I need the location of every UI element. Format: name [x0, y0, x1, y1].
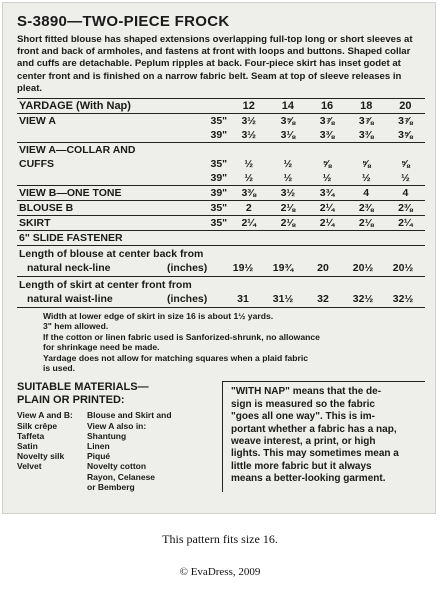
length-cell: 19½ — [232, 262, 254, 275]
list-item: Shantung — [87, 430, 127, 441]
with-nap-note — [222, 381, 425, 492]
size-header: 16 — [307, 99, 346, 114]
yardage-cell: ½ — [401, 172, 410, 185]
list-item: Taffeta — [17, 430, 45, 441]
table-row — [17, 143, 425, 158]
yardage-cell: ⅝ — [361, 158, 371, 171]
yardage-cell: ½ — [322, 172, 332, 185]
yardage-cell: ⅝ — [401, 158, 410, 171]
table-row — [17, 128, 425, 143]
section-label: BLOUSE B — [17, 201, 197, 216]
yardage-cell: 3⅝ — [398, 129, 413, 142]
list-item: Novelty silk — [17, 451, 65, 462]
length-cell: 32 — [317, 293, 329, 306]
list-item: or Bemberg — [87, 481, 135, 492]
yardage-cell: 2⅛ — [268, 216, 307, 231]
note-line: little more fabric but it always — [231, 460, 372, 472]
note-line: "WITH NAP" means that the de- — [231, 386, 382, 398]
section-label: VIEW A—COLLAR AND — [17, 143, 197, 158]
blouse-length-block — [17, 246, 425, 277]
section-label: CUFFS — [19, 158, 54, 171]
table-row — [17, 114, 425, 129]
list-item: Rayon, Celanese — [87, 471, 156, 482]
yardage-cell: ½ — [283, 158, 293, 171]
fabric-width: 35" — [197, 216, 230, 231]
note-line: sign is measured so the fabric — [231, 398, 375, 410]
yardage-cell: 2¼ — [307, 216, 346, 231]
note-line: 3" hem allowed. — [43, 321, 109, 332]
yardage-cell: ½ — [283, 172, 293, 185]
note-line: If the cotton or linen fabric used is Sanforized-shrunk, no allowance — [43, 331, 320, 342]
note-line: "goes all one way". This is im- — [231, 411, 375, 423]
yardage-cell: 2⅜ — [347, 201, 386, 216]
materials-heading: SUITABLE MATERIALS— — [17, 381, 149, 394]
yardage-cell: 2⅛ — [268, 201, 307, 216]
length-label: Length of skirt at center front from — [19, 279, 192, 292]
materials-list-views — [17, 410, 87, 492]
yardage-cell: 3⅞ — [319, 115, 335, 128]
length-label: Length of blouse at center back from — [19, 248, 204, 261]
size-header: 20 — [386, 99, 425, 114]
yardage-notes — [17, 308, 425, 373]
length-cell: 31½ — [272, 293, 294, 306]
yardage-cell: 3⅞ — [398, 115, 413, 128]
length-cell: 20 — [317, 262, 329, 275]
length-unit: (inches) — [167, 293, 208, 306]
yardage-cell: 3½ — [268, 186, 307, 201]
list-item: Novelty cotton — [87, 461, 147, 472]
fit-caption: This pattern fits size 16. — [162, 532, 278, 546]
list-item: Velvet — [17, 461, 42, 472]
note-line: is used. — [43, 363, 75, 374]
note-line: weave interest, a print, or high — [231, 436, 376, 448]
yardage-cell: 2⅛ — [347, 216, 386, 231]
yardage-cell: 3⅛ — [280, 129, 296, 142]
list-item: Linen — [87, 441, 110, 452]
table-row — [17, 201, 425, 216]
copyright-caption: © EvaDress, 2009 — [179, 566, 261, 578]
yardage-cell: 3⅜ — [229, 186, 268, 201]
yardage-cell: 2¼ — [229, 216, 268, 231]
fabric-width: 35" — [197, 201, 230, 216]
size-header: 18 — [347, 99, 386, 114]
yardage-header-row — [17, 99, 425, 114]
list-item: Silk crêpe — [17, 420, 58, 431]
length-cell: 32½ — [392, 293, 414, 306]
yardage-header: YARDAGE (With Nap) — [17, 99, 197, 114]
materials-subheading: View A also in: — [87, 420, 147, 431]
yardage-cell: ½ — [244, 158, 254, 171]
yardage-cell: 3½ — [241, 129, 257, 142]
table-row — [17, 186, 425, 201]
materials-list-blouse-skirt — [87, 410, 222, 492]
length-label: natural waist-line — [27, 293, 113, 306]
note-line: portant whether a fabric has a nap, — [231, 423, 397, 435]
yardage-cell: 2¼ — [307, 201, 346, 216]
yardage-cell: 2⅜ — [386, 201, 425, 216]
skirt-length-block — [17, 277, 425, 308]
length-cell: 32½ — [352, 293, 374, 306]
yardage-cell: 3⅝ — [280, 115, 296, 128]
yardage-cell: 3½ — [241, 115, 257, 128]
note-line: Width at lower edge of skirt in size 16 is about 1½ yards. — [43, 311, 274, 322]
note-line: lights. This may sometimes mean a — [231, 448, 399, 460]
fabric-width: 39" — [197, 186, 230, 201]
yardage-cell: 2¼ — [386, 216, 425, 231]
yardage-cell: 4 — [386, 186, 425, 201]
yardage-cell: ⅝ — [322, 158, 332, 171]
size-header: 12 — [229, 99, 268, 114]
length-cell: 20½ — [392, 262, 414, 275]
length-label: natural neck-line — [27, 262, 111, 275]
list-item: Satin — [17, 441, 38, 452]
table-row — [17, 171, 425, 186]
length-cell: 20½ — [352, 262, 374, 275]
length-cell: 19¾ — [272, 262, 294, 275]
note-line: means a better-looking garment. — [231, 473, 386, 485]
fabric-width: 35" — [210, 115, 228, 128]
bottom-section — [17, 381, 425, 492]
yardage-cell: 3⅜ — [358, 129, 374, 142]
section-label: SKIRT — [17, 216, 197, 231]
yardage-table — [17, 98, 425, 230]
size-header: 14 — [268, 99, 307, 114]
yardage-cell: 3⅞ — [358, 115, 374, 128]
section-label: VIEW B—ONE TONE — [17, 186, 197, 201]
table-row — [17, 157, 425, 171]
fabric-width: 35" — [210, 158, 228, 171]
pattern-description: Short fitted blouse has shaped extensions overlapping full-top long or short sleeves at front and back of armholes, and fastens at front with loops and buttons. Shaped collar and cuffs are detachable. Peplum ripples at back. Four-piece skirt has inset godet at center front and is finished on a narrow fabric belt. Seam at top of sleeve releases in pleat. — [17, 34, 413, 94]
length-unit: (inches) — [167, 262, 208, 275]
fabric-width: 39" — [210, 172, 228, 185]
yardage-cell: 4 — [347, 186, 386, 201]
section-label: VIEW A — [19, 115, 56, 128]
pattern-envelope-back — [2, 2, 436, 514]
fabric-width: 39" — [210, 129, 228, 142]
list-item: Piqué — [87, 451, 111, 462]
materials-subheading: Blouse and Skirt and — [87, 410, 172, 421]
length-cell: 31 — [237, 293, 249, 306]
materials-heading: PLAIN OR PRINTED: — [17, 394, 125, 407]
yardage-cell: 3⅜ — [319, 129, 335, 142]
note-line: Yardage does not allow for matching squares when a plaid fabric — [43, 352, 309, 363]
pattern-title: S-3890—TWO-PIECE FROCK — [17, 13, 230, 30]
yardage-cell: 3¾ — [307, 186, 346, 201]
yardage-cell: ½ — [361, 172, 371, 185]
slide-fastener: 6" SLIDE FASTENER — [17, 230, 425, 246]
table-row — [17, 216, 425, 231]
yardage-cell: 2 — [229, 201, 268, 216]
note-line: for shrinkage need be made. — [43, 342, 160, 353]
suitable-materials — [17, 381, 222, 492]
materials-subheading: View A and B: — [17, 410, 73, 421]
yardage-cell: ½ — [244, 172, 254, 185]
